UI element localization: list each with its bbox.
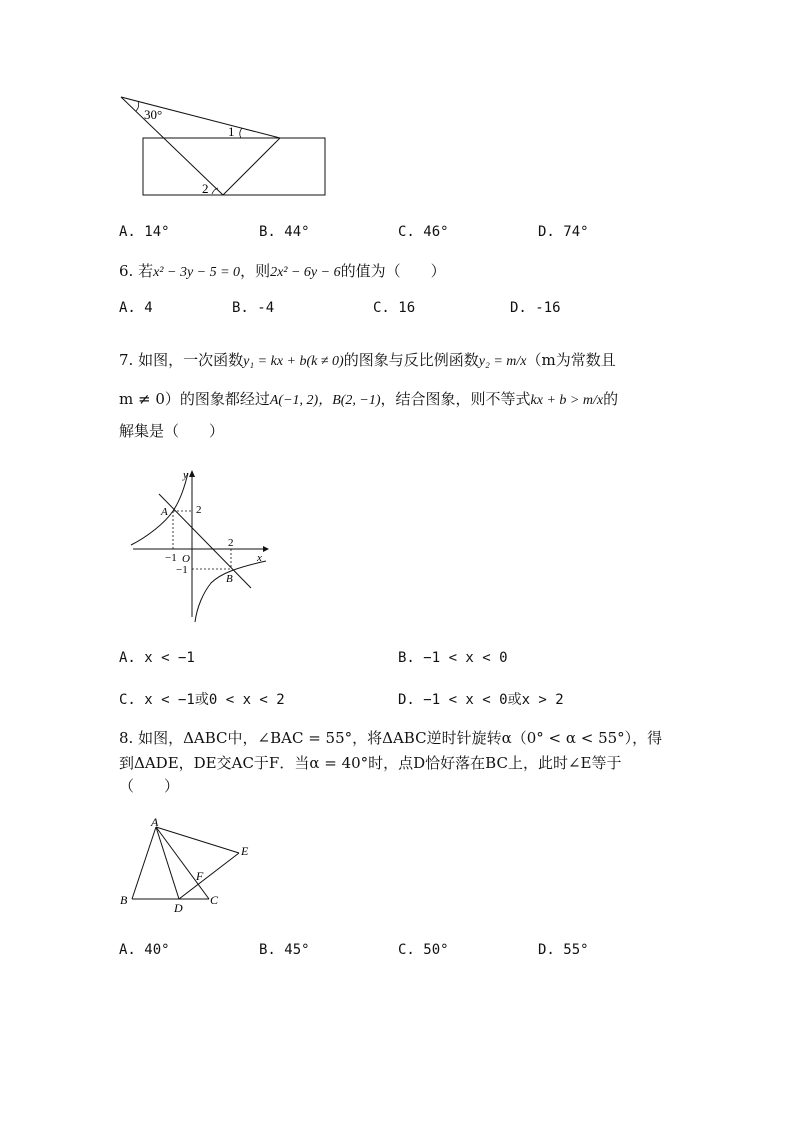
q5-option-b[interactable]: B. 44° <box>259 224 310 240</box>
segment-ab <box>132 827 156 899</box>
q7-points: A(−1, 2)，B(2, −1) <box>269 393 381 408</box>
q7-inequality: kx + b > m/x <box>530 393 604 408</box>
vertex-d-label: D <box>174 901 183 915</box>
angle-30-arc <box>136 101 139 111</box>
q7-line2 <box>119 388 618 409</box>
angle-2-label: 2 <box>202 181 209 196</box>
q7-line2-b: ，结合图象，则不等式 <box>380 390 531 408</box>
x-axis-label: x <box>257 552 262 564</box>
q6-mid: ，则 <box>240 262 271 280</box>
ruler-rectangle <box>143 138 325 195</box>
q6-option-d[interactable]: D. -16 <box>510 300 561 316</box>
vertex-b-label: B <box>120 893 128 907</box>
triangle-edge-right <box>223 138 280 195</box>
q6-expr2: 2x² − 6y − 6 <box>270 265 341 280</box>
q7-func2: y₂ = m/x <box>478 354 527 369</box>
segment-de <box>179 853 239 899</box>
angle-1-label: 1 <box>228 124 235 139</box>
q7-line2-a: m ≠ 0）的图象都经过 <box>119 390 270 408</box>
figure-q7 <box>125 465 275 625</box>
q7-line3: 解集是（ ） <box>119 422 225 440</box>
point-a-label: A <box>161 506 168 518</box>
vertex-c-label: C <box>210 893 219 907</box>
figure-q5 <box>110 88 340 203</box>
q8-line1-b: ΔABC中，∠BAC = 55°，将ΔABC逆时针旋转α（0° < α < 55°），得 <box>183 729 663 747</box>
q6-prefix: 6. 若 <box>119 262 154 280</box>
tick-x-neg1: −1 <box>165 552 177 564</box>
q8-option-d[interactable]: D. 55° <box>538 942 589 958</box>
point-f-label: F <box>196 869 204 883</box>
angle-1-arc <box>240 128 242 138</box>
q7-func1: y₁ = kx + b(k ≠ 0) <box>243 354 344 369</box>
segment-ad <box>156 827 179 899</box>
q7-line1-b: 的图象与反比例函数 <box>343 351 479 369</box>
q8-option-b[interactable]: B. 45° <box>259 942 310 958</box>
q8-line1 <box>119 727 662 748</box>
origin-label: O <box>182 553 190 565</box>
figure-q8 <box>115 812 265 917</box>
segment-ac <box>156 827 209 899</box>
q8-option-c[interactable]: C. 50° <box>398 942 449 958</box>
tick-y-2: 2 <box>196 504 202 516</box>
q7-option-a[interactable]: A. x < −1 <box>119 650 195 666</box>
q7-line1-a: 7. 如图，一次函数 <box>119 351 244 369</box>
q5-option-d[interactable]: D. 74° <box>538 224 589 240</box>
q7-line1 <box>119 349 616 370</box>
q7-option-b[interactable]: B. −1 < x < 0 <box>398 650 508 666</box>
q6-stem <box>119 260 446 281</box>
hyperbola-branch-upper-left <box>131 473 188 545</box>
q5-option-c[interactable]: C. 46° <box>398 224 449 240</box>
q7-line1-c: （m为常数且 <box>526 351 616 369</box>
vertex-a-label: A <box>151 815 159 829</box>
q7-option-c[interactable]: C. x < −1或0 < x < 2 <box>119 692 285 708</box>
q8-line2: 到ΔADE，DE交AC于F．当α = 40°时，点D恰好落在BC上，此时∠E等于 <box>119 754 622 772</box>
x-axis-arrow <box>263 546 269 552</box>
q5-option-a[interactable]: A. 14° <box>119 224 170 240</box>
point-b-label: B <box>226 573 233 585</box>
segment-ae <box>156 827 239 853</box>
q6-option-a[interactable]: A. 4 <box>119 300 153 316</box>
q8-option-a[interactable]: A. 40° <box>119 942 170 958</box>
q8-line1-a: 8. 如图， <box>119 729 184 747</box>
tick-x-2: 2 <box>228 537 234 549</box>
q7-option-d[interactable]: D. −1 < x < 0或x > 2 <box>398 692 564 708</box>
q6-expr1: x² − 3y − 5 = 0 <box>153 265 241 280</box>
q6-option-b[interactable]: B. -4 <box>232 300 275 316</box>
angle-30-label: 30° <box>144 107 163 122</box>
q6-option-c[interactable]: C. 16 <box>373 300 416 316</box>
vertex-e-label: E <box>241 844 249 858</box>
hyperbola-branch-lower-right <box>195 561 266 622</box>
q8-line3: （ ） <box>119 777 180 795</box>
q7-line2-c: 的 <box>603 390 619 408</box>
tick-y-neg1: −1 <box>176 564 188 576</box>
y-axis-label: y <box>183 469 188 481</box>
y-axis-arrow <box>189 470 195 477</box>
q6-suffix: 的值为（ ） <box>340 262 446 280</box>
